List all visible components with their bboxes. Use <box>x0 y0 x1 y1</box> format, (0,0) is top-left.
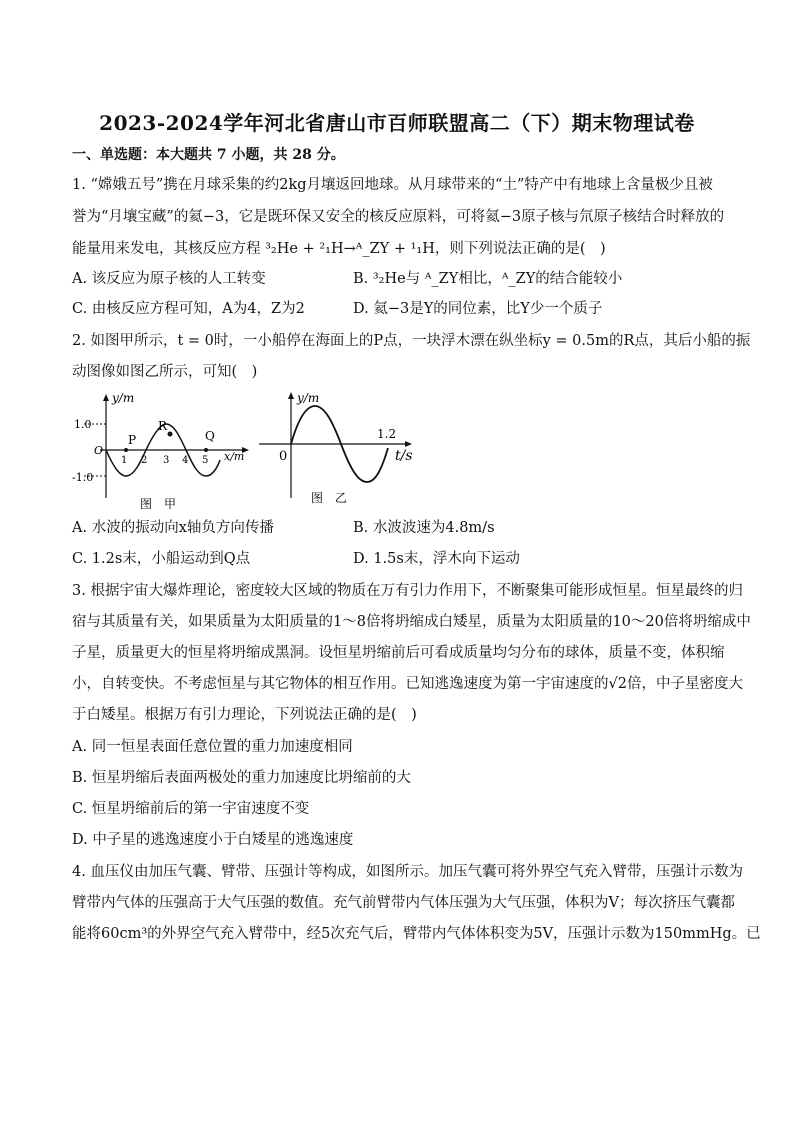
question-3-line-4: 小，自转变快。不考虑恒星与其它物体的相互作用。已知逃逸速度为第一宇宙速度的√2倍，中子星密度大 <box>72 676 743 692</box>
question-3-option-a: A. 同一恒星表面任意位置的重力加速度相同 <box>72 739 353 755</box>
t-axis-arrow-icon <box>405 441 412 447</box>
section-heading: 一、单选题：本大题共 7 小题，共 28 分。 <box>72 147 345 163</box>
fig2-xlabel: t/s <box>395 448 413 464</box>
question-2-option-b: B. 水波波速为4.8m/s <box>353 520 495 536</box>
question-4-line-3: 能将60cm³的外界空气充入臂带中，经5次充气后，臂带内气体体积变为5V，压强计示数为150mmHg。已 <box>72 926 761 942</box>
question-1-line-1: 1. “嫦娥五号”携在月球采集的约2kg月壤返回地球。从月球带来的“土”特产中有地球上含量极少且被 <box>72 177 713 193</box>
point-q-marker <box>204 448 208 452</box>
question-3-line-1: 3. 根据宇宙大爆炸理论，密度较大区域的物质在万有引力作用下，不断聚集可能形成恒星。恒星最终的归 <box>72 583 743 599</box>
question-3-option-b: B. 恒星坍缩后表面两极处的重力加速度比坍缩前的大 <box>72 770 411 786</box>
fig1-origin: O <box>94 444 104 457</box>
y-axis-arrow-icon <box>103 394 109 401</box>
question-4-line-1: 4. 血压仪由加压气囊、臂带、压强计等构成，如图所示。加压气囊可将外界空气充入臂带，压强计示数为 <box>72 864 743 880</box>
question-2-option-d: D. 1.5s末，浮木向下运动 <box>353 551 520 567</box>
question-1-option-d: D. 氦−3是Y的同位素，比Y少一个质子 <box>353 301 603 317</box>
question-1-option-b: B. ³₂He与 ᴬ_ZY相比，ᴬ_ZY的结合能较小 <box>353 271 623 287</box>
fig1-ylabel: y/m <box>112 391 135 405</box>
question-3-option-d: D. 中子星的逃逸速度小于白矮星的逃逸速度 <box>72 832 354 848</box>
vibration-graph-figure <box>255 388 420 513</box>
fig1-label-q: Q <box>205 429 215 443</box>
fig2-ylabel: y/m <box>297 391 320 405</box>
fig1-caption: 图 甲 <box>140 497 177 511</box>
question-2-line-1: 2. 如图甲所示，t = 0时，一小船停在海面上的P点，一块浮木漂在纵坐标y = 0.5m的R点，其后小船的振 <box>72 333 751 349</box>
fig1-tick-3: 3 <box>163 455 170 466</box>
fig1-label-r: R <box>158 419 168 433</box>
fig1-tick-5: 5 <box>202 455 209 466</box>
fig1-xlabel: x/m <box>224 450 245 463</box>
wave-graph-figure <box>70 388 255 513</box>
fig1-y-bottom: -1.0 <box>72 471 94 484</box>
fig1-tick-1: 1 <box>121 455 128 466</box>
fig2-tick: 1.2 <box>377 427 397 441</box>
point-r-marker <box>168 432 173 437</box>
question-1-option-a: A. 该反应为原子核的人工转变 <box>72 271 266 287</box>
fig2-origin: 0 <box>279 449 288 464</box>
question-2-option-c: C. 1.2s末，小船运动到Q点 <box>72 551 251 567</box>
fig1-tick-4: 4 <box>182 455 189 466</box>
fig1-tick-2: 2 <box>141 455 148 466</box>
question-1-line-2: 誉为“月壤宝藏”的氦−3，它是既环保又安全的核反应原料，可将氦−3原子核与氘原子核结合时释放的 <box>72 209 725 225</box>
question-3-line-5: 于白矮星。根据万有引力理论，下列说法正确的是( ) <box>72 707 417 723</box>
y-axis-arrow-icon <box>288 392 294 399</box>
question-2-line-2: 动图像如图乙所示，可知( ) <box>72 364 258 380</box>
question-3-line-2: 宿与其质量有关，如果质量为太阳质量的1～8倍将坍缩成白矮星，质量为太阳质量的10～20倍将坍缩成中 <box>72 614 751 630</box>
point-p-marker <box>124 448 128 452</box>
fig2-caption: 图 乙 <box>311 491 348 505</box>
question-3-option-c: C. 恒星坍缩前后的第一宇宙速度不变 <box>72 801 310 817</box>
question-1-line-3: 能量用来发电，其核反应方程 ³₂He + ²₁H→ᴬ_ZY + ¹₁H，则下列说法正确的是( ) <box>72 241 606 257</box>
question-2-option-a: A. 水波的振动向x轴负方向传播 <box>72 520 274 536</box>
question-3-line-3: 子星，质量更大的恒星将坍缩成黑洞。设恒星坍缩前后可看成质量均匀分布的球体，质量不变，体积缩 <box>72 645 725 661</box>
question-1-option-c: C. 由核反应方程可知，A为4，Z为2 <box>72 301 305 317</box>
fig1-label-p: P <box>128 433 137 447</box>
question-4-line-2: 臂带内气体的压强高于大气压强的数值。充气前臂带内气体压强为大气压强，体积为V；每次挤压气囊都 <box>72 895 735 911</box>
fig1-y-top: 1.0 <box>74 418 92 431</box>
page-title: 2023-2024学年河北省唐山市百师联盟高二（下）期末物理试卷 <box>99 111 695 135</box>
